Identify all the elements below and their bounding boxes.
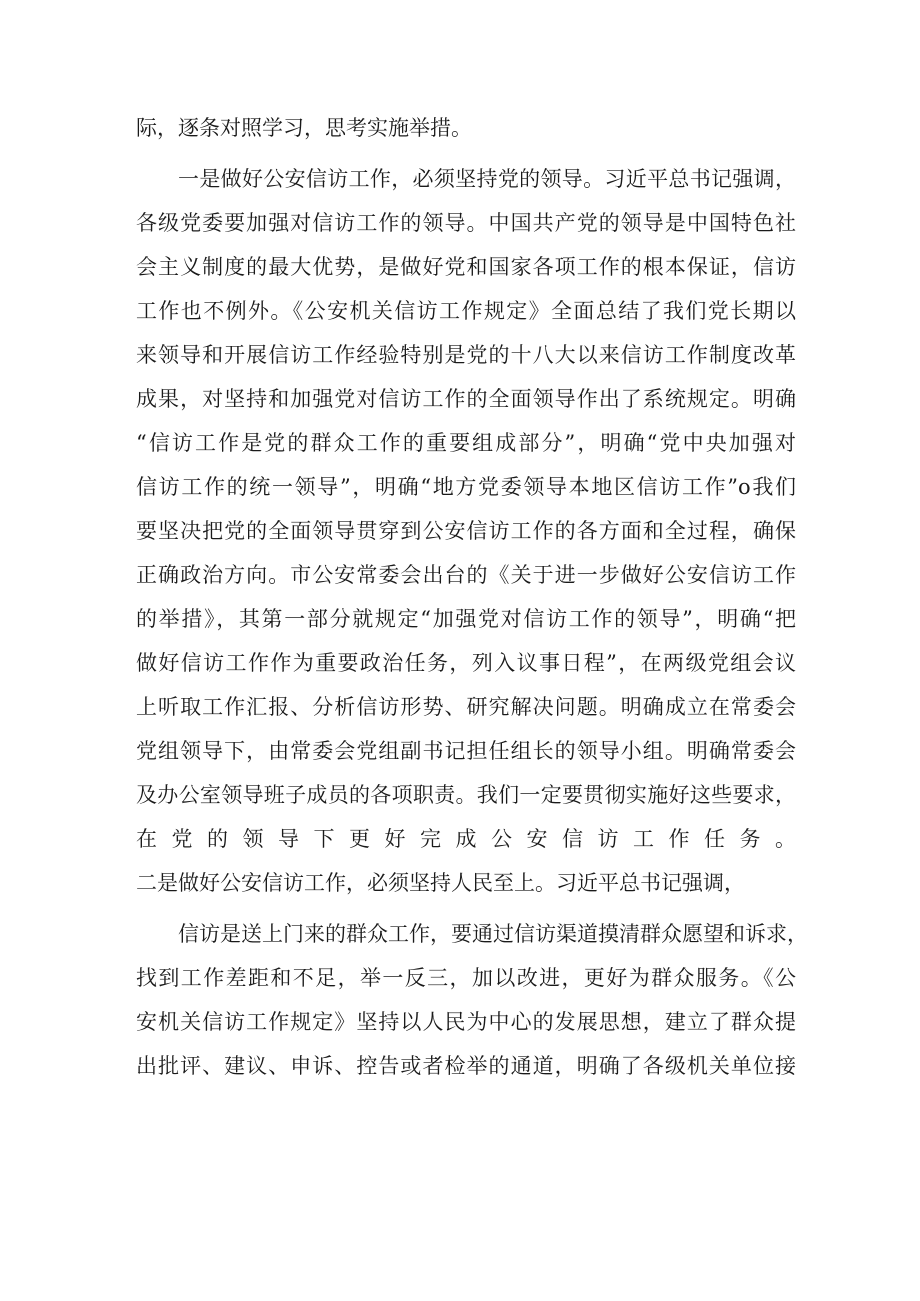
paragraph-1-line-6: 成果，对坚持和加强党对信访工作的全面领导作出了系统规定。明确 xyxy=(136,387,796,411)
paragraph-1-line-17: 二是做好公安信访工作，必须坚持人民至上。习近平总书记强调， xyxy=(136,871,745,895)
paragraph-1-line-7: “信访工作是党的群众工作的重要组成部分”，明确“党中央加强对 xyxy=(136,431,796,455)
paragraph-1-line-5: 来领导和开展信访工作经验特别是党的十八大以来信访工作制度改革 xyxy=(136,343,796,367)
paragraph-1-line-16: 在党的领导下更好完成公安信访工作任务。 xyxy=(136,827,796,851)
paragraph-1-line-14: 党组领导下，由常委会党组副书记担任组长的领导小组。明确常委会 xyxy=(136,739,796,763)
paragraph-1-line-10: 正确政治方向。市公安常委会出台的《关于进一步做好公安信访工作 xyxy=(136,563,796,587)
text-line-1: 际，逐条对照学习，思考实施举措。 xyxy=(136,116,472,140)
paragraph-1-line-3: 会主义制度的最大优势，是做好党和国家各项工作的根本保证，信访 xyxy=(136,255,796,279)
paragraph-1-line-8: 信访工作的统一领导”，明确“地方党委领导本地区信访工作”o我们 xyxy=(136,475,796,499)
paragraph-2-line-1: 信访是送上门来的群众工作，要通过信访渠道摸清群众愿望和诉求， xyxy=(178,922,808,946)
paragraph-1-line-11: 的举措》，其第一部分就规定“加强党对信访工作的领导”，明确“把 xyxy=(136,607,796,631)
paragraph-1-line-1: 一是做好公安信访工作，必须坚持党的领导。习近平总书记强调， xyxy=(178,167,796,191)
paragraph-1-line-4: 工作也不例外。《公安机关信访工作规定》全面总结了我们党长期以 xyxy=(136,299,796,323)
paragraph-1-line-12: 做好信访工作作为重要政治任务，列入议事日程”，在两级党组会议 xyxy=(136,651,796,675)
paragraph-1-line-13: 上听取工作汇报、分析信访形势、研究解决问题。明确成立在常委会 xyxy=(136,695,796,719)
paragraph-1-line-15: 及办公室领导班子成员的各项职责。我们一定要贯彻实施好这些要求， xyxy=(136,783,796,807)
paragraph-2-line-2: 找到工作差距和不足，举一反三，加以改进，更好为群众服务。《公 xyxy=(136,966,796,990)
paragraph-1-line-9: 要坚决把党的全面领导贯穿到公安信访工作的各方面和全过程，确保 xyxy=(136,519,796,543)
paragraph-2-line-3: 安机关信访工作规定》坚持以人民为中心的发展思想，建立了群众提 xyxy=(136,1010,796,1034)
paragraph-2-line-4: 出批评、建议、申诉、控告或者检举的通道，明确了各级机关单位接 xyxy=(136,1054,796,1078)
paragraph-1-line-2: 各级党委要加强对信访工作的领导。中国共产党的领导是中国特色社 xyxy=(136,211,796,235)
